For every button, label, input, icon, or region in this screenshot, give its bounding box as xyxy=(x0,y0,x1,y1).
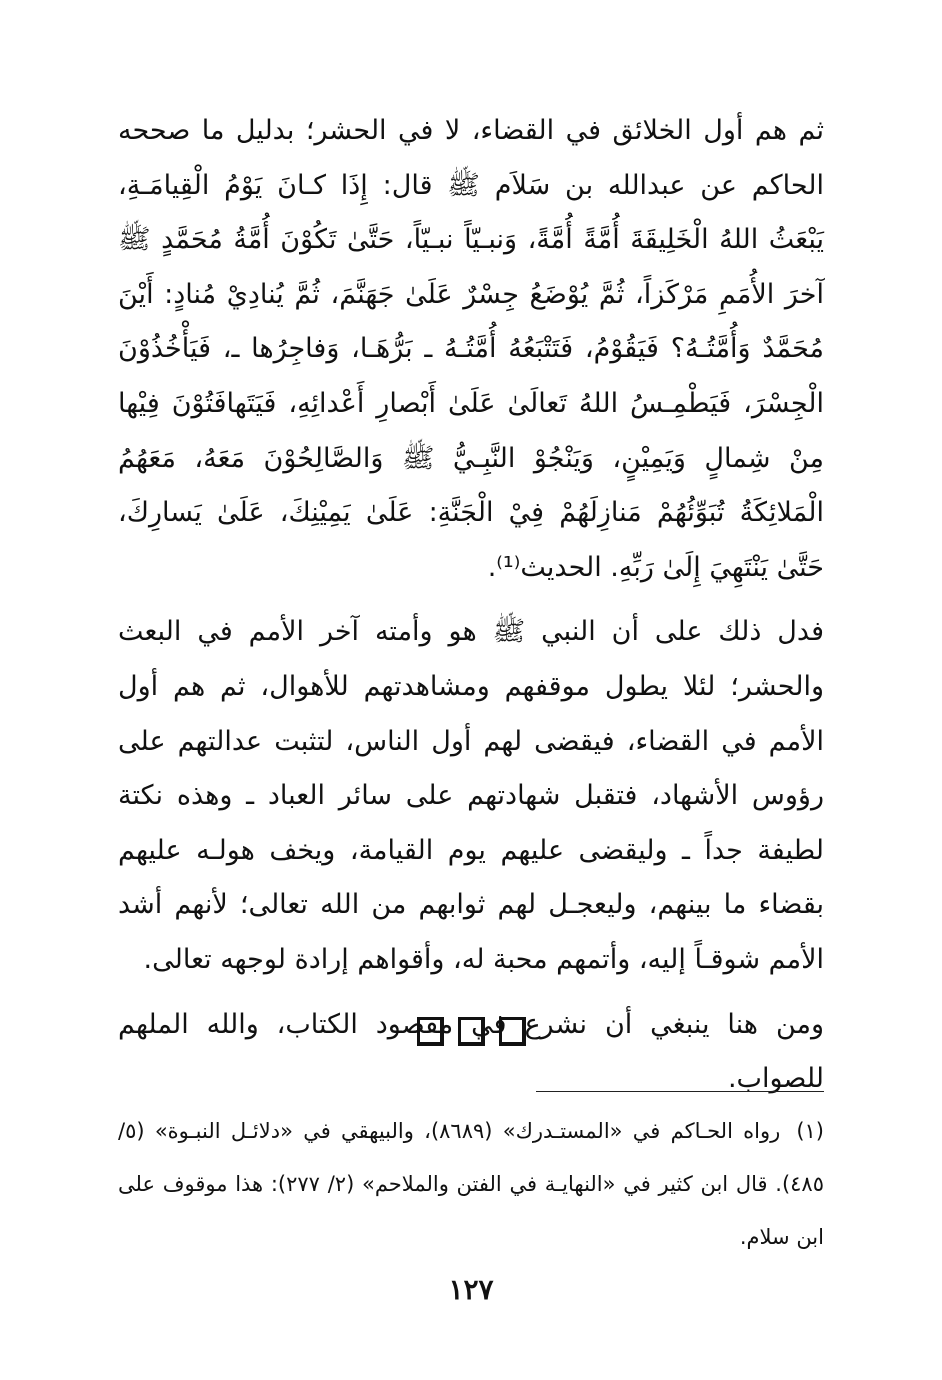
paragraph-commentary: فدل ذلك على أن النبي ﷺ هو وأمته آخر الأمم في البعث والحشر؛ لئلا يطول موقفهم ومشاهدتهم للأهوال، ثم هم أول الأمم في القضاء، فيقضى لهم أول الناس، لتثبت عدالتهم على رؤوس الأشهاد، فتقبل شهادتهم على سائر العباد ـ وهذه نكتة لطيفة جداً ـ وليقضى عليهم يوم القيامة، ويخف هولـه عليهم بقضاء ما بينهم، وليعجـل لهم ثوابهم من الله تعالى؛ لأنهم أشد الأمم شوقـاً إليه، وأتمهم محبة له، وأقواهم إرادة لوجهه تعالى. xyxy=(118,616,824,975)
footnote-text: رواه الحـاكم في «المستـدرك» (٨٦٨٩)، والبيهقي في «دلائـل النبـوة» (٥/ ٤٨٥). قال ابن كثير في «النهايـة في الفتن والملاحم» (٢/ ٢٧٧): هذا موقوف على ابن سلام. xyxy=(118,1119,824,1249)
square-ornament-icon xyxy=(499,1017,526,1046)
square-ornament-icon xyxy=(417,1017,444,1046)
paragraph-gap xyxy=(118,988,824,998)
page-number: ١٢٧ xyxy=(448,1273,494,1306)
paragraph-hadith: ثم هم أول الخلائق في القضاء، لا في الحشر؛ بدليل ما صححه الحاكم عن عبدالله بن سَلاَم ﷺ قال: إِذَا كـانَ يَوْمُ الْقِيامَـةِ، يَبْعَثُ اللهُ الْخَلِيقَةَ أُمَّةً أُمَّةً، وَنبـيّاً نبـيّاً، حَتَّىٰ تَكُوْنَ أُمَّةُ مُحَمَّدٍ ﷺ آخرَ الأُمَمِ مَرْكَزاً، ثُمَّ يُوْضَعُ جِسْرٌ عَلَىٰ جَهَنَّمَ، ثُمَّ يُنادِيْ مُنادٍ: أَيْنَ مُحَمَّدٌ وَأُمَّتُـهُ؟ فَيَقُوْمُ، فَتَتْبَعُهُ أُمَّتُـهُ ـ بَرُّهَـا، وَفاجِرُها ـ، فَيَأْخُذُوْنَ الْجِسْرَ، فَيَطْمِـسُ اللهُ تَعالَىٰ عَلَىٰ أَبْصارِ أَعْدائِهِ، فَيَتَهافَتُوْنَ فِيْها مِنْ شِمالٍ وَيَمِيْنٍ، وَيَنْجُوْ النَّبِـيُّ ﷺ وَالصَّالِحُوْنَ مَعَهُ، مَعَهُمُ الْمَلائِكَةُ تُبَوِّئُهُمْ مَنازِلَهُمْ فِيْ الْجَنَّةِ: عَلَىٰ يَمِيْنِكَ، عَلَىٰ يَسارِكَ، حَتَّىٰ يَنْتَهِيَ إِلَىٰ رَبِّهِ. الحديث⁽¹⁾. xyxy=(118,115,824,583)
section-separator xyxy=(0,1010,942,1050)
square-ornament-icon xyxy=(458,1017,485,1046)
paragraph-closing: ومن هنا ينبغي أن نشرع في مقصود الكتاب، والله الملهم للصواب. xyxy=(118,1008,824,1095)
footnote xyxy=(118,1105,824,1264)
footnote-divider xyxy=(536,1091,824,1092)
paragraph-gap xyxy=(118,595,824,605)
footnote-marker: (١) xyxy=(796,1119,824,1143)
main-text xyxy=(118,104,824,1107)
